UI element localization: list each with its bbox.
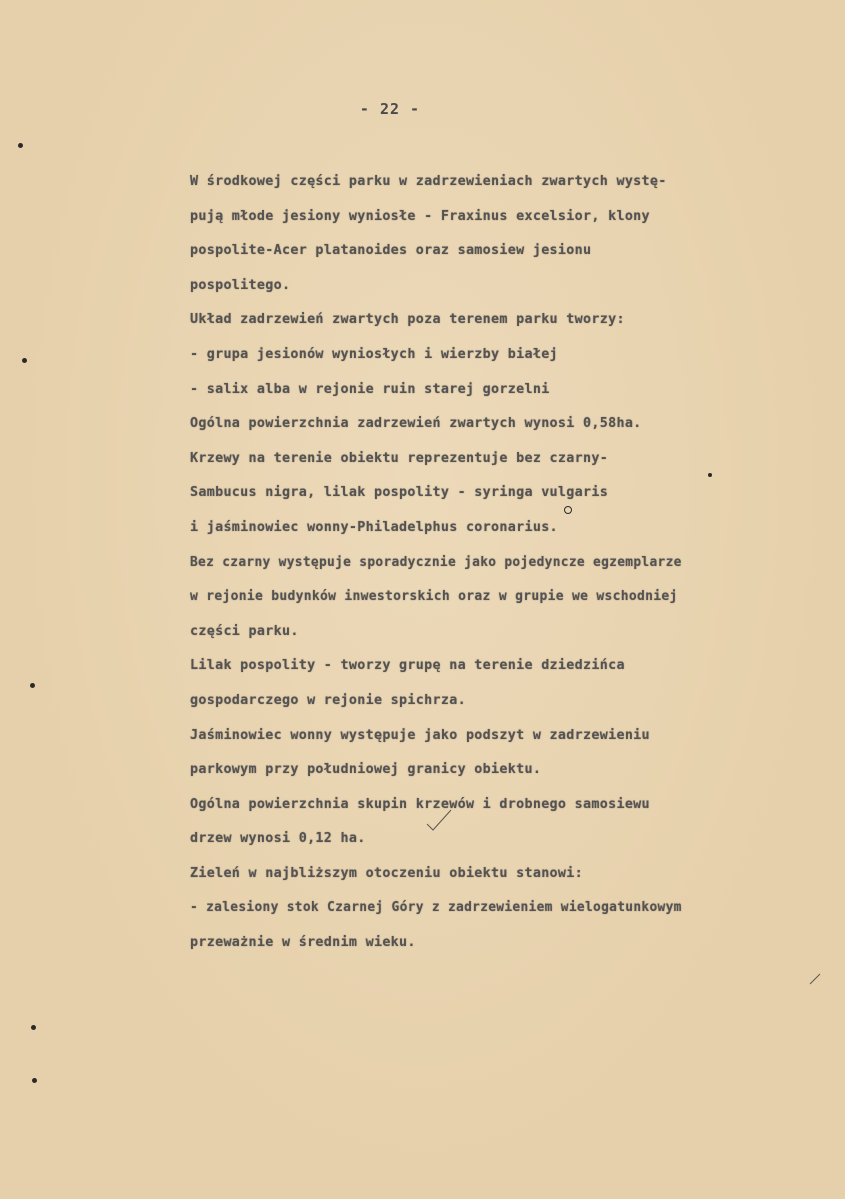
text-line: i jaśminowiec wonny-Philadelphus coronarius. — [190, 519, 558, 535]
text-line: Ogólna powierzchnia skupin krzewów i drobnego samosiewu — [190, 796, 650, 812]
text-line: Bez czarny występuje sporadycznie jako pojedyncze egzemplarze — [190, 554, 682, 570]
punch-hole-mark — [18, 143, 23, 148]
punch-hole-mark — [31, 1025, 36, 1030]
text-line: Zieleń w najbliższym otoczeniu obiektu stanowi: — [190, 865, 584, 881]
page-number: - 22 - — [359, 100, 421, 118]
text-line: pospolite-Acer platanoides oraz samosiew jesionu — [190, 243, 592, 259]
text-line: Ogólna powierzchnia zadrzewień zwartych wynosi 0,58ha. — [190, 416, 642, 432]
text-line: pują młode jesiony wyniosłe - Fraxinus excelsior, klony — [190, 208, 650, 224]
pen-dot-mark-icon — [707, 472, 713, 478]
punch-hole-mark — [30, 683, 35, 688]
text-line: gospodarczego w rejonie spichrza. — [190, 692, 466, 708]
text-line: - zalesiony stok Czarnej Góry z zadrzewieniem wielogatunkowym — [190, 900, 682, 916]
pen-tick-mark-icon — [808, 972, 822, 986]
text-line: części parku. — [190, 623, 299, 639]
text-line: przeważnie w średnim wieku. — [190, 935, 416, 951]
text-line: parkowym przy południowej granicy obiektu. — [190, 762, 542, 778]
text-line: Krzewy na terenie obiektu reprezentuje bez czarny- — [190, 450, 609, 466]
text-line: Jaśminowiec wonny występuje jako podszyt w zadrzewieniu — [190, 727, 650, 743]
text-line: Sambucus nigra, lilak pospolity - syringa vulgaris — [190, 485, 609, 501]
text-line: W środkowej części parku w zadrzewieniach zwartych wystę- — [190, 174, 667, 189]
text-line: - salix alba w rejonie ruin starej gorzelni — [190, 381, 550, 397]
text-line: w rejonie budynków inwestorskich oraz w grupie we wschodniej — [190, 589, 678, 605]
text-line: pospolitego. — [190, 277, 291, 293]
punch-hole-mark — [22, 358, 27, 363]
pen-dot-mark-icon — [563, 505, 573, 515]
text-line: drzew wynosi 0,12 ha. — [190, 831, 366, 847]
text-line: - grupa jesionów wyniosłych i wierzby białej — [190, 346, 558, 362]
text-line: Układ zadrzewień zwartych poza terenem parku tworzy: — [190, 312, 625, 328]
punch-hole-mark — [32, 1078, 37, 1083]
text-line: Lilak pospolity - tworzy grupę na terenie dziedzińca — [190, 658, 625, 674]
body-text — [190, 165, 840, 961]
pen-checkmark-icon — [425, 808, 455, 832]
